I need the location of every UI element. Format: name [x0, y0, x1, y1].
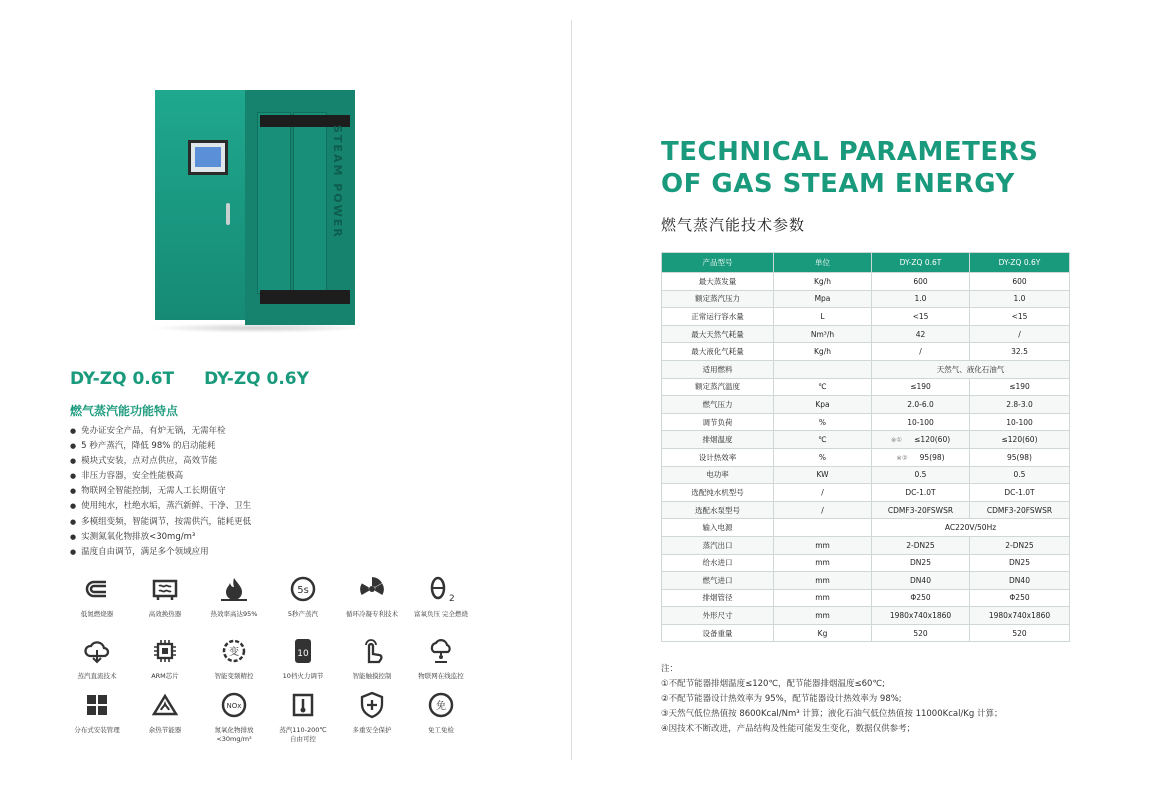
param-unit-cell: [774, 624, 872, 642]
param-unit-cell: [774, 273, 872, 291]
param-unit-cell: [774, 378, 872, 396]
feature-item: ● 模块式安装，点对点供应，高效节能: [70, 454, 251, 469]
param-value-t-cell-text: ≤190: [910, 382, 931, 392]
parameters-table: [661, 252, 1070, 642]
param-unit-cell: [774, 431, 872, 449]
param-value-y-cell: [970, 572, 1070, 590]
note-line: 注：: [661, 664, 679, 674]
title-line-2: OF GAS STEAM ENERGY: [661, 169, 1015, 199]
param-value-y-cell: [970, 343, 1070, 361]
param-unit-cell: [774, 607, 872, 625]
title-chinese: 燃气蒸汽能技术参数: [661, 216, 806, 234]
param-name-cell-text: 选配纯水机型号: [691, 487, 744, 497]
table-row: [662, 519, 1070, 537]
param-value-t-cell: [872, 448, 970, 466]
param-value-y-cell-text: DC-1.0T: [1004, 487, 1035, 497]
param-value-y-cell: [970, 484, 1070, 502]
icon-label: 低氮燃烧器: [80, 610, 114, 618]
param-value-y-cell-text: 1980x740x1860: [988, 611, 1051, 621]
param-name-cell: [662, 431, 774, 449]
features-list: [70, 424, 251, 560]
machine-front-panel: [155, 90, 245, 320]
icon-cell: [337, 636, 407, 681]
icon-label: 智能触摸控制: [352, 672, 392, 680]
param-value-y-cell: [970, 466, 1070, 484]
param-value-t-cell-text: 0.5: [914, 470, 927, 480]
thermometer-icon: [288, 690, 318, 720]
feature-item: ● 使用纯水，杜绝水垢，蒸汽新鲜、干净、卫生: [70, 499, 251, 514]
table-row: [662, 589, 1070, 607]
shield-plus-icon: [357, 690, 387, 720]
param-merged-cell: [872, 360, 1070, 378]
param-name-cell: [662, 396, 774, 414]
param-unit-cell: [774, 484, 872, 502]
model-name-t: DY-ZQ 0.6T: [70, 369, 175, 389]
table-row: [662, 290, 1070, 308]
frequency-icon: [219, 636, 249, 666]
param-value-t-cell: [872, 325, 970, 343]
icon-cell: [62, 574, 132, 619]
table-row: [662, 554, 1070, 572]
svg-text:免: 免: [436, 701, 446, 712]
icon-label: 蒸汽110-200℃ 自由可控: [279, 726, 327, 743]
param-value-t-cell-text: 600: [913, 276, 928, 286]
param-unit-cell-text: KW: [816, 470, 829, 480]
param-name-cell: [662, 466, 774, 484]
feature-item: ● 免办证安全产品，有炉无锅，无需年检: [70, 424, 251, 439]
table-row: [662, 501, 1070, 519]
table-row: [662, 413, 1070, 431]
icon-label: 循环冷凝专利技术: [346, 610, 398, 618]
param-unit-cell-text: L: [820, 311, 825, 321]
param-unit-cell: [774, 360, 872, 378]
table-row: [662, 572, 1070, 590]
param-value-y-cell-text: 1.0: [1013, 294, 1026, 304]
param-name-cell-text: 正常运行容水量: [691, 311, 744, 321]
param-unit-cell-text: mm: [815, 558, 830, 568]
param-name-cell: [662, 360, 774, 378]
param-unit-cell: [774, 501, 872, 519]
model-names: [70, 369, 333, 389]
steam-generator-image: [150, 85, 365, 335]
param-unit-cell-text: mm: [815, 575, 830, 585]
param-value-t-cell: [872, 466, 970, 484]
note-mark: ※①: [890, 436, 903, 445]
svg-text:10: 10: [297, 649, 309, 659]
param-value-y-cell-text: ≤190: [1009, 382, 1030, 392]
param-value-t-cell-text: <15: [912, 311, 929, 321]
note-line: ②不配节能器设计热效率为 95%，配节能器设计热效率为 98%;: [661, 694, 902, 704]
param-unit-cell-text: %: [818, 417, 827, 427]
table-row: [662, 378, 1070, 396]
param-name-cell: [662, 448, 774, 466]
param-unit-cell: [774, 413, 872, 431]
param-unit-cell-text: Kg/h: [814, 347, 831, 357]
param-value-y-cell-text: 95(98): [1007, 452, 1032, 462]
header-cell: DY-ZQ 0.6Y: [970, 253, 1070, 273]
table-row: [662, 448, 1070, 466]
flame-icon: [219, 574, 249, 604]
param-name-cell-text: 燃气压力: [702, 399, 733, 409]
table-row: [662, 607, 1070, 625]
header-cell: DY-ZQ 0.6T: [872, 253, 970, 273]
param-value-y-cell-text: /: [1018, 329, 1021, 339]
table-row: [662, 396, 1070, 414]
svg-text:变: 变: [229, 647, 239, 658]
param-unit-cell-text: mm: [815, 593, 830, 603]
features-title: 燃气蒸汽能功能特点: [70, 404, 179, 418]
param-value-y-cell: [970, 396, 1070, 414]
param-name-cell-text: 设计热效率: [698, 452, 737, 462]
param-name-cell: [662, 273, 774, 291]
param-name-cell-text: 额定蒸汽温度: [695, 382, 740, 392]
param-value-t-cell: [872, 624, 970, 642]
param-unit-cell-text: Kpa: [815, 399, 830, 409]
param-unit-cell: [774, 396, 872, 414]
param-value-t-cell: [872, 554, 970, 572]
param-merged-cell: [872, 519, 1070, 537]
machine-bottom-vent: [260, 290, 350, 304]
param-value-y-cell-text: 520: [1012, 628, 1027, 638]
icon-cell: [337, 574, 407, 619]
param-name-cell: [662, 607, 774, 625]
param-value-t-cell-text: 42: [915, 329, 926, 339]
param-value-y-cell: [970, 501, 1070, 519]
param-name-cell-text: 外形尺寸: [702, 611, 733, 621]
icon-cell: [406, 574, 476, 619]
param-name-cell: [662, 378, 774, 396]
title-line-1: TECHNICAL PARAMETERS: [661, 137, 1039, 167]
nox-icon: [219, 690, 249, 720]
param-unit-cell-text: ℃: [818, 435, 827, 445]
table-row: [662, 624, 1070, 642]
param-name-cell-text: 最大天然气耗量: [691, 329, 744, 339]
param-value-y-cell: [970, 431, 1070, 449]
param-unit-cell-text: mm: [815, 611, 830, 621]
param-unit-cell: [774, 466, 872, 484]
icon-label: 氮氧化物排放 <30mg/m³: [214, 726, 254, 743]
page-divider: [571, 20, 572, 760]
header-cell: 单位: [774, 253, 872, 273]
machine-handle: [226, 203, 230, 225]
icon-label: 分布式安装管理: [74, 726, 120, 734]
param-value-t-cell: [872, 308, 970, 326]
param-value-t-cell-text: 2-DN25: [906, 540, 935, 550]
param-value-t-cell-text: DC-1.0T: [905, 487, 936, 497]
param-value-y-cell-text: <15: [1011, 311, 1028, 321]
iot-monitor-icon: [426, 636, 456, 666]
param-value-t-cell: [872, 396, 970, 414]
note-line: ④因技术不断改进，产品结构及性能可能发生变化，数据仅供参考；: [661, 724, 916, 734]
param-value-t-cell: [872, 378, 970, 396]
param-value-y-cell: [970, 308, 1070, 326]
icon-cell: [130, 574, 200, 619]
param-unit-cell: [774, 290, 872, 308]
param-name-cell-text: 额定蒸汽压力: [695, 294, 740, 304]
svg-text:2: 2: [449, 594, 455, 604]
icon-cell: [62, 690, 132, 735]
icon-cell: [268, 574, 338, 619]
param-unit-cell: [774, 519, 872, 537]
param-value-t-cell: [872, 589, 970, 607]
table-row: [662, 536, 1070, 554]
icon-label: 余热节能器: [148, 726, 182, 734]
param-value-t-cell-text: 520: [913, 628, 928, 638]
param-name-cell: [662, 624, 774, 642]
param-unit-cell: [774, 589, 872, 607]
icon-cell: [62, 636, 132, 681]
model-name-y: DY-ZQ 0.6Y: [204, 369, 309, 389]
footnotes: [661, 662, 1002, 737]
param-unit-cell: [774, 536, 872, 554]
distributed-install-icon: [82, 690, 112, 720]
param-name-cell-text: 蒸汽出口: [702, 540, 733, 550]
param-value-y-cell: [970, 624, 1070, 642]
icon-cell: [130, 690, 200, 735]
param-value-y-cell-text: 10-100: [1006, 417, 1033, 427]
low-nitrogen-burner-icon: [82, 574, 112, 604]
param-value-t-cell-text: DN40: [910, 575, 931, 585]
icon-label: 高效换热器: [148, 610, 182, 618]
param-unit-cell-text: %: [818, 452, 827, 462]
param-unit-cell-text: mm: [815, 540, 830, 550]
param-unit-cell: [774, 554, 872, 572]
feature-item: ● 非压力容器，安全性能极高: [70, 469, 251, 484]
icon-label: 蒸汽直流技术: [77, 672, 117, 680]
cloud-icon: [82, 636, 112, 666]
param-name-cell: [662, 519, 774, 537]
param-unit-cell-text: /: [821, 505, 824, 515]
param-name-cell: [662, 536, 774, 554]
param-merged-cell-text: AC220V/50Hz: [944, 523, 997, 533]
param-value-t-cell: [872, 413, 970, 431]
note-mark: ※②: [896, 453, 908, 462]
param-name-cell-text: 输入电源: [702, 523, 733, 533]
param-name-cell: [662, 325, 774, 343]
param-value-t-cell: [872, 273, 970, 291]
icon-label: ARM芯片: [151, 672, 179, 680]
param-value-y-cell-text: DN40: [1009, 575, 1030, 585]
param-value-y-cell-text: 600: [1012, 276, 1027, 286]
param-unit-cell: [774, 308, 872, 326]
param-unit-cell-text: Mpa: [814, 294, 831, 304]
param-name-cell-text: 排烟温度: [702, 435, 733, 445]
icon-cell: [337, 690, 407, 735]
table-row: [662, 308, 1070, 326]
param-value-y-cell-text: 2-DN25: [1005, 540, 1034, 550]
svg-text:NOx: NOx: [226, 702, 242, 710]
feature-item: ● 多模组变频，智能调节，按需供汽，能耗更低: [70, 515, 251, 530]
heat-exchanger-icon: [150, 574, 180, 604]
param-value-y-cell: [970, 413, 1070, 431]
param-unit-cell-text: ℃: [818, 382, 827, 392]
param-value-t-cell: [872, 607, 970, 625]
param-name-cell-text: 排烟管径: [702, 593, 733, 603]
table-row: [662, 466, 1070, 484]
param-value-y-cell-text: 32.5: [1011, 347, 1028, 357]
param-unit-cell-text: Nm³/h: [810, 329, 835, 339]
param-value-t-cell: [872, 572, 970, 590]
machine-touch-screen: [188, 140, 228, 175]
svg-text:5s: 5s: [297, 585, 309, 596]
param-name-cell-text: 设备重量: [702, 628, 733, 638]
param-value-y-cell-text: 0.5: [1013, 470, 1026, 480]
feature-item: ● 温度自由调节，满足多个领域应用: [70, 545, 251, 560]
param-unit-cell-text: Kg: [817, 628, 828, 638]
param-value-y-cell: [970, 325, 1070, 343]
title-english: [661, 136, 1038, 200]
icon-cell: [268, 636, 338, 681]
param-value-t-cell: [872, 484, 970, 502]
icon-label: 多重安全保护: [352, 726, 392, 734]
param-value-y-cell: [970, 589, 1070, 607]
icon-label: 5秒产蒸汽: [287, 610, 319, 618]
param-name-cell-text: 燃气进口: [702, 575, 733, 585]
icon-cell: [199, 690, 269, 744]
param-merged-cell-text: 天然气、液化石油气: [936, 364, 1005, 374]
machine-door-middle: [293, 112, 327, 294]
param-value-y-cell-text: ≤120(60): [1001, 435, 1038, 445]
table-row: [662, 343, 1070, 361]
icon-label: 免工免检: [428, 726, 454, 734]
icon-cell: [406, 690, 476, 735]
param-value-y-cell: [970, 536, 1070, 554]
feature-item: ● 物联网全智能控制，无需人工长期值守: [70, 484, 251, 499]
table-body: [662, 273, 1070, 642]
icon-cell: [268, 690, 338, 744]
param-unit-cell: [774, 325, 872, 343]
table-header-row: [662, 253, 1070, 273]
icon-cell: [406, 636, 476, 681]
param-unit-cell: [774, 448, 872, 466]
param-value-y-cell: [970, 448, 1070, 466]
param-value-t-cell-text: 10-100: [907, 417, 934, 427]
table-row: [662, 273, 1070, 291]
param-name-cell: [662, 554, 774, 572]
param-name-cell-text: 调节负荷: [702, 417, 733, 427]
touch-icon: [357, 636, 387, 666]
param-name-cell-text: 适用燃料: [702, 364, 733, 374]
param-unit-cell-text: Kg/h: [814, 276, 831, 286]
fire-adjust-icon: [288, 636, 318, 666]
icon-cell: [130, 636, 200, 681]
param-value-t-cell: [872, 343, 970, 361]
param-value-t-cell-text: CDMF3-20FSWSR: [887, 505, 954, 515]
param-value-t-cell-text: DN25: [910, 558, 931, 568]
param-name-cell: [662, 290, 774, 308]
icon-cell: [199, 636, 269, 681]
param-value-t-cell-text: 1.0: [914, 294, 927, 304]
param-value-t-cell: [872, 501, 970, 519]
icon-label: 热效率高达95%: [210, 610, 258, 618]
chip-icon: [150, 636, 180, 666]
icon-label: 10档火力调节: [282, 672, 324, 680]
param-unit-cell: [774, 572, 872, 590]
param-name-cell: [662, 589, 774, 607]
param-name-cell-text: 选配水泵型号: [695, 505, 740, 515]
param-value-t-cell-text: 95(98): [919, 452, 945, 462]
param-value-y-cell: [970, 554, 1070, 572]
table-row: [662, 325, 1070, 343]
param-value-t-cell-text: /: [919, 347, 922, 357]
param-value-t-cell-text: 2.0-6.0: [907, 399, 934, 409]
machine-brand-text: STEAM POWER: [331, 125, 344, 239]
param-value-t-cell-text: 1980x740x1860: [889, 611, 952, 621]
feature-item: ● 5 秒产蒸汽，降低 98% 的启动能耗: [70, 439, 251, 454]
param-unit-cell: [774, 343, 872, 361]
param-name-cell: [662, 484, 774, 502]
icon-label: 富氧负压 完全燃烧: [413, 610, 469, 618]
table-row: [662, 431, 1070, 449]
waste-heat-icon: [150, 690, 180, 720]
param-value-y-cell-text: Φ250: [1009, 593, 1030, 603]
param-name-cell: [662, 501, 774, 519]
param-name-cell: [662, 343, 774, 361]
param-value-t-cell: [872, 536, 970, 554]
param-name-cell: [662, 572, 774, 590]
param-value-t-cell: [872, 431, 970, 449]
param-value-t-cell-text: Φ250: [910, 593, 931, 603]
table-row: [662, 360, 1070, 378]
radiation-icon: [357, 574, 387, 604]
param-value-y-cell: [970, 273, 1070, 291]
feature-item: ● 实测氮氧化物排放<30mg/m³: [70, 530, 251, 545]
table-row: [662, 484, 1070, 502]
note-line: ①不配节能器排烟温度≤120℃，配节能器排烟温度≤60℃;: [661, 679, 885, 689]
param-value-y-cell-text: CDMF3-20FSWSR: [986, 505, 1053, 515]
note-line: ③天然气低位热值按 8600Kcal/Nm³ 计算；液化石油气低位热值按 11000Kcal/Kg 计算；: [661, 709, 1003, 719]
icon-label: 智能变频精控: [214, 672, 254, 680]
param-value-y-cell: [970, 378, 1070, 396]
param-value-t-cell: [872, 290, 970, 308]
param-name-cell: [662, 308, 774, 326]
param-value-y-cell: [970, 607, 1070, 625]
header-cell: 产品型号: [662, 253, 774, 273]
param-value-y-cell-text: DN25: [1009, 558, 1030, 568]
exempt-icon: [426, 690, 456, 720]
param-name-cell-text: 电功率: [706, 470, 729, 480]
icon-cell: [199, 574, 269, 619]
param-value-y-cell-text: 2.8-3.0: [1006, 399, 1033, 409]
param-unit-cell-text: /: [821, 487, 824, 497]
param-value-y-cell: [970, 290, 1070, 308]
param-name-cell-text: 给水进口: [702, 558, 733, 568]
param-value-t-cell-text: ≤120(60): [914, 435, 951, 445]
icon-label: 物联网在线监控: [418, 672, 464, 680]
param-name-cell-text: 最大液化气耗量: [691, 347, 744, 357]
param-name-cell: [662, 413, 774, 431]
5s-steam-icon: [288, 574, 318, 604]
oxygen-icon: [426, 574, 456, 604]
machine-door-left: [257, 112, 291, 294]
param-name-cell-text: 最大蒸发量: [698, 276, 737, 286]
